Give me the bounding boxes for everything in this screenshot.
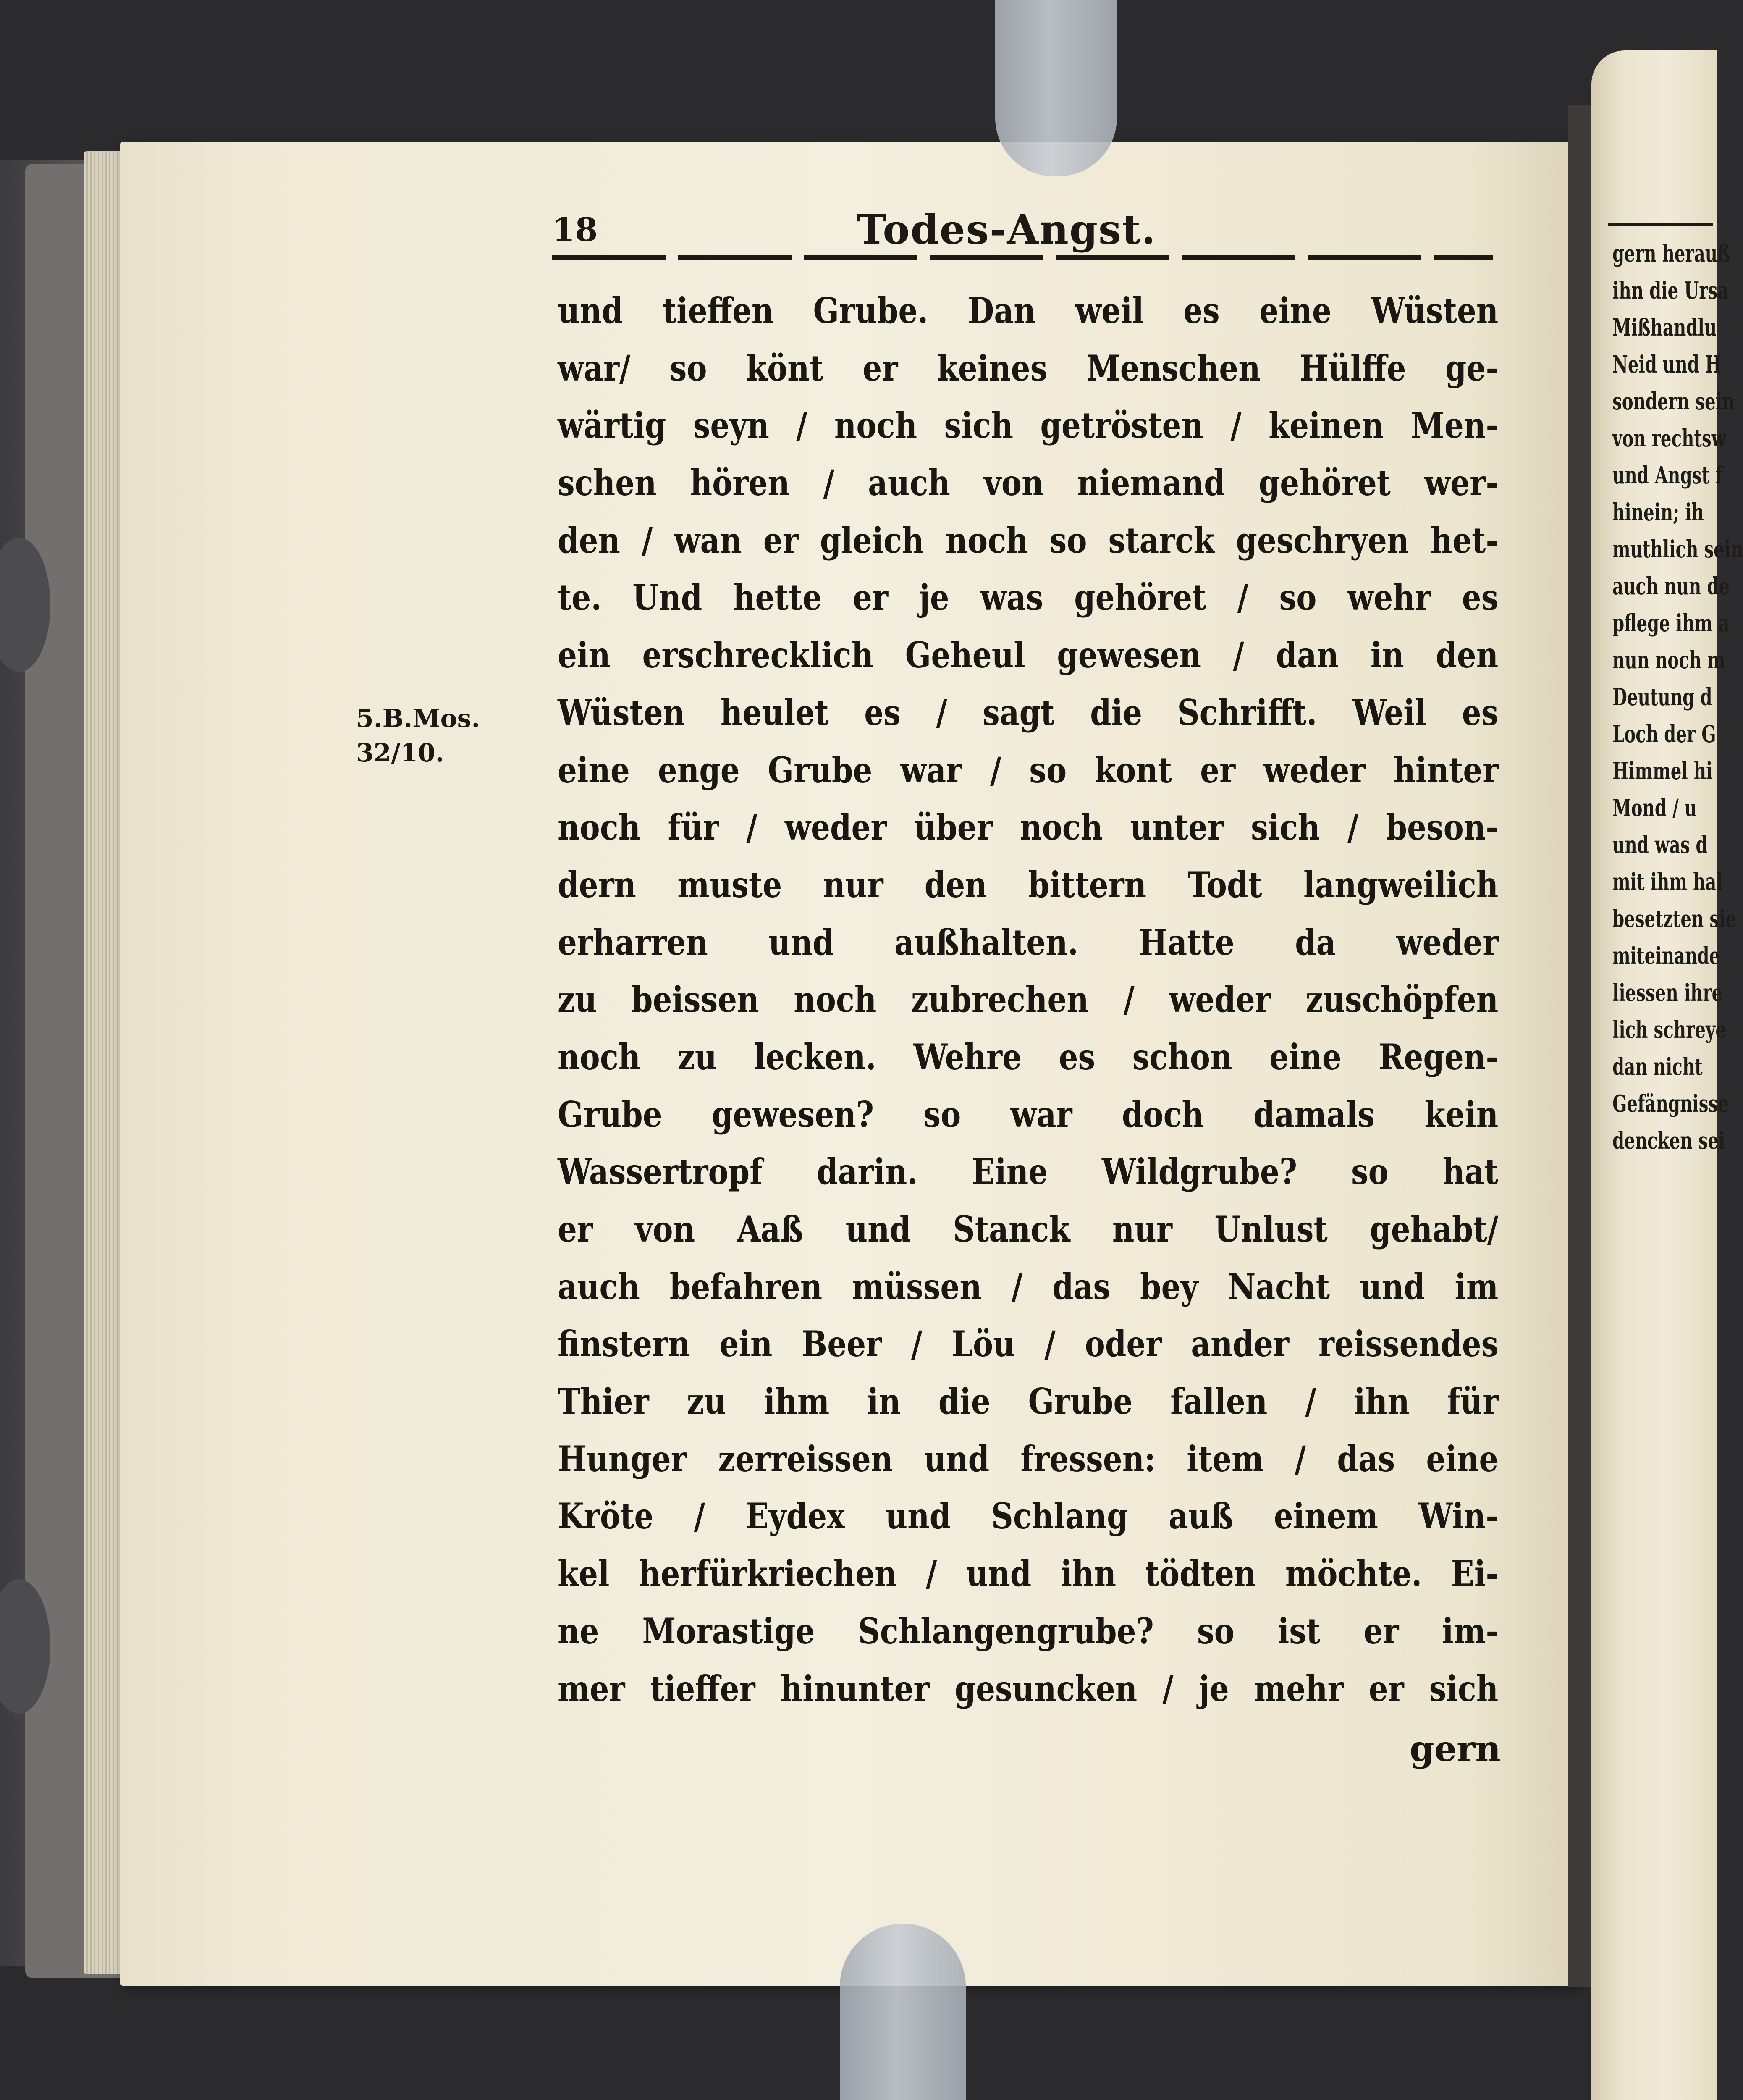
text-line: wärtig seyn / noch sich getrösten / keinen Men- [558, 404, 1499, 446]
next-page-line: auch nun de [1612, 572, 1730, 600]
text-line: mer tieffer hinunter gesuncken / je mehr er sich [558, 1667, 1499, 1709]
text-line: kel herfürkriechen / und ihn tödten möchte. Ei- [558, 1553, 1499, 1595]
page-number: 18 [552, 211, 598, 249]
next-page-line: nun noch m [1612, 646, 1725, 674]
text-line: Wassertropf darin. Eine Wildgrube? so hat [558, 1151, 1499, 1193]
catchword: gern [1410, 1728, 1501, 1769]
text-line: schen hören / auch von niemand gehöret wer- [558, 462, 1499, 504]
next-page-line: und Angst f [1612, 462, 1723, 489]
header-rule [552, 255, 1493, 260]
book-gutter [1568, 105, 1591, 1987]
text-line: ne Morastige Schlangengrube? so ist er im- [558, 1610, 1499, 1652]
next-page-line: besetzten sie [1612, 905, 1737, 933]
next-page-line: Deutung d [1612, 683, 1712, 711]
text-line: eine enge Grube war / so kont er weder hinter [558, 749, 1499, 791]
running-title: Todes-Angst. [857, 206, 1156, 253]
text-line: Kröte / Eydex und Schlang auß einem Win- [558, 1495, 1499, 1537]
next-page-line: muthlich sein [1612, 536, 1743, 563]
next-page-line: lich schreye [1612, 1016, 1727, 1044]
text-line: auch befahren müssen / das bey Nacht und im [558, 1265, 1499, 1307]
next-page-line: dan nicht [1612, 1053, 1703, 1081]
text-line: finstern ein Beer / Löu / oder ander reissendes [558, 1323, 1499, 1365]
page-header [552, 206, 1493, 265]
next-page-line: Mißhandlu [1612, 314, 1717, 341]
text-line: dern muste nur den bittern Todt langweilich [558, 864, 1499, 906]
text-line: zu beissen noch zubrechen / weder zuschöpfen [558, 979, 1499, 1021]
right-page-text [1612, 235, 1743, 1159]
next-page-line: Mond / u [1612, 794, 1697, 822]
bottom-book-clip [840, 1924, 966, 2100]
body-text [558, 282, 1498, 1717]
next-page-line: hinein; ih [1612, 499, 1704, 526]
next-page-line: Gefängnisse [1612, 1090, 1729, 1118]
next-page-line: gern herauß [1612, 240, 1730, 268]
next-page-line: pflege ihm a [1612, 609, 1730, 637]
text-line: noch für / weder über noch unter sich / beson- [558, 806, 1499, 848]
text-line: und tieffen Grube. Dan weil es eine Wüsten [558, 290, 1499, 331]
text-line: erharren und außhalten. Hatte da weder [558, 921, 1499, 963]
text-line: er von Aaß und Stanck nur Unlust gehabt/ [558, 1208, 1499, 1250]
next-page-line: liessen ihre [1612, 979, 1723, 1007]
next-page-line: Loch der G [1612, 720, 1716, 748]
text-line: ein erschrecklich Geheul gewesen / dan in den [558, 634, 1499, 676]
next-page-line: Himmel hi [1612, 757, 1713, 785]
next-page-line: von rechtsw [1612, 425, 1726, 452]
next-page-line: dencken sei [1612, 1127, 1725, 1155]
marginal-reference-verse: 32/10. [356, 738, 444, 768]
next-page-line: ihn die Ursa [1612, 277, 1729, 304]
text-line: den / wan er gleich noch so starck geschryen het- [558, 519, 1499, 561]
next-page-line: und was d [1612, 831, 1708, 859]
text-line: Wüsten heulet es / sagt die Schrifft. Weil es [558, 691, 1499, 733]
top-book-clip [995, 0, 1117, 176]
text-line: Hunger zerreissen und fressen: item / das eine [558, 1438, 1499, 1480]
right-page-header-rule [1608, 223, 1713, 226]
text-line: war/ so könt er keines Menschen Hülffe ge- [558, 347, 1499, 389]
next-page-line: sondern sein [1612, 388, 1735, 415]
text-line: Grube gewesen? so war doch damals kein [558, 1093, 1499, 1135]
text-line: te. Und hette er je was gehöret / so wehr es [558, 577, 1499, 619]
next-page-line: mit ihm hal [1612, 868, 1723, 896]
text-line: Thier zu ihm in die Grube fallen / ihn für [558, 1381, 1499, 1423]
marginal-reference-book: 5.B.Mos. [356, 704, 480, 733]
next-page-line: miteinande [1612, 942, 1720, 970]
marginal-reference [356, 701, 480, 770]
next-page-line: Neid und H [1612, 351, 1722, 378]
text-line: noch zu lecken. Wehre es schon eine Regen- [558, 1036, 1499, 1078]
